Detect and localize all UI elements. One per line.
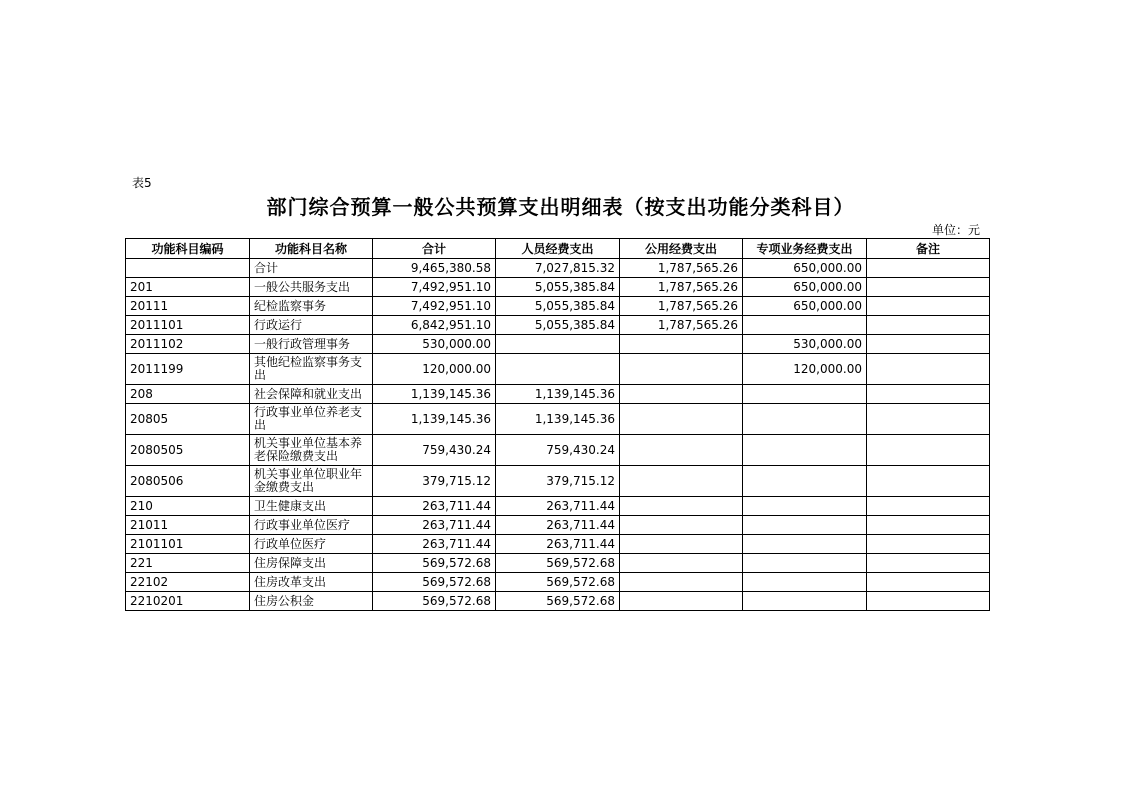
public-cell: 1,787,565.26	[620, 278, 743, 297]
total-cell: 1,139,145.36	[373, 404, 496, 435]
total-cell: 569,572.68	[373, 554, 496, 573]
public-cell	[620, 435, 743, 466]
note-cell	[867, 259, 990, 278]
personnel-cell: 5,055,385.84	[496, 316, 620, 335]
table-row	[126, 535, 990, 554]
note-cell	[867, 573, 990, 592]
special-cell	[743, 404, 867, 435]
special-cell: 650,000.00	[743, 297, 867, 316]
personnel-cell	[496, 354, 620, 385]
note-cell	[867, 497, 990, 516]
code-cell: 2011199	[126, 354, 250, 385]
note-cell	[867, 592, 990, 611]
note-cell	[867, 316, 990, 335]
note-cell	[867, 535, 990, 554]
special-cell	[743, 316, 867, 335]
public-cell	[620, 497, 743, 516]
personnel-cell: 7,027,815.32	[496, 259, 620, 278]
public-cell	[620, 354, 743, 385]
note-cell	[867, 435, 990, 466]
code-cell: 2101101	[126, 535, 250, 554]
name-cell: 社会保障和就业支出	[250, 385, 373, 404]
name-cell: 卫生健康支出	[250, 497, 373, 516]
note-cell	[867, 516, 990, 535]
total-cell: 6,842,951.10	[373, 316, 496, 335]
total-cell: 1,139,145.36	[373, 385, 496, 404]
code-cell	[126, 259, 250, 278]
total-cell: 530,000.00	[373, 335, 496, 354]
name-cell: 机关事业单位基本养老保险缴费支出	[250, 435, 373, 466]
note-cell	[867, 278, 990, 297]
special-cell	[743, 516, 867, 535]
total-cell: 263,711.44	[373, 497, 496, 516]
name-cell: 其他纪检监察事务支出	[250, 354, 373, 385]
personnel-cell: 759,430.24	[496, 435, 620, 466]
table-row	[126, 404, 990, 435]
special-cell: 530,000.00	[743, 335, 867, 354]
special-cell	[743, 466, 867, 497]
name-cell: 行政事业单位医疗	[250, 516, 373, 535]
total-cell: 379,715.12	[373, 466, 496, 497]
code-cell: 2080506	[126, 466, 250, 497]
code-cell: 201	[126, 278, 250, 297]
total-cell: 759,430.24	[373, 435, 496, 466]
name-cell: 住房保障支出	[250, 554, 373, 573]
column-header: 合计	[373, 239, 496, 259]
code-cell: 2080505	[126, 435, 250, 466]
code-cell: 22102	[126, 573, 250, 592]
code-cell: 21011	[126, 516, 250, 535]
total-cell: 120,000.00	[373, 354, 496, 385]
special-cell: 650,000.00	[743, 278, 867, 297]
table-row	[126, 354, 990, 385]
public-cell	[620, 404, 743, 435]
special-cell	[743, 497, 867, 516]
name-cell: 行政运行	[250, 316, 373, 335]
total-cell: 263,711.44	[373, 535, 496, 554]
note-cell	[867, 297, 990, 316]
total-cell: 569,572.68	[373, 573, 496, 592]
special-cell	[743, 435, 867, 466]
personnel-cell: 569,572.68	[496, 592, 620, 611]
total-cell: 263,711.44	[373, 516, 496, 535]
total-cell: 569,572.68	[373, 592, 496, 611]
table-row	[126, 385, 990, 404]
public-cell	[620, 573, 743, 592]
public-cell	[620, 335, 743, 354]
table-row	[126, 259, 990, 278]
column-header: 备注	[867, 239, 990, 259]
column-header: 人员经费支出	[496, 239, 620, 259]
personnel-cell: 1,139,145.36	[496, 404, 620, 435]
code-cell: 208	[126, 385, 250, 404]
name-cell: 住房公积金	[250, 592, 373, 611]
code-cell: 20111	[126, 297, 250, 316]
name-cell: 纪检监察事务	[250, 297, 373, 316]
table-row	[126, 335, 990, 354]
total-cell: 7,492,951.10	[373, 297, 496, 316]
table-row	[126, 573, 990, 592]
total-cell: 7,492,951.10	[373, 278, 496, 297]
personnel-cell: 263,711.44	[496, 516, 620, 535]
name-cell: 合计	[250, 259, 373, 278]
personnel-cell	[496, 335, 620, 354]
column-header: 专项业务经费支出	[743, 239, 867, 259]
note-cell	[867, 554, 990, 573]
special-cell	[743, 573, 867, 592]
page-title: 部门综合预算一般公共预算支出明细表（按支出功能分类科目）	[266, 195, 855, 219]
special-cell: 650,000.00	[743, 259, 867, 278]
personnel-cell: 379,715.12	[496, 466, 620, 497]
name-cell: 住房改革支出	[250, 573, 373, 592]
table-row	[126, 278, 990, 297]
name-cell: 一般公共服务支出	[250, 278, 373, 297]
note-cell	[867, 335, 990, 354]
column-header: 功能科目名称	[250, 239, 373, 259]
special-cell	[743, 535, 867, 554]
public-cell	[620, 535, 743, 554]
note-cell	[867, 404, 990, 435]
table-row	[126, 466, 990, 497]
code-cell: 20805	[126, 404, 250, 435]
total-cell: 9,465,380.58	[373, 259, 496, 278]
note-cell	[867, 385, 990, 404]
name-cell: 机关事业单位职业年金缴费支出	[250, 466, 373, 497]
table-row	[126, 592, 990, 611]
code-cell: 2011101	[126, 316, 250, 335]
name-cell: 一般行政管理事务	[250, 335, 373, 354]
public-cell	[620, 592, 743, 611]
name-cell: 行政事业单位养老支出	[250, 404, 373, 435]
table-row	[126, 297, 990, 316]
column-header: 公用经费支出	[620, 239, 743, 259]
note-cell	[867, 466, 990, 497]
public-cell	[620, 385, 743, 404]
table-row	[126, 316, 990, 335]
table-row	[126, 554, 990, 573]
table-label: 表5	[132, 176, 152, 190]
public-cell: 1,787,565.26	[620, 316, 743, 335]
table-row	[126, 516, 990, 535]
personnel-cell: 569,572.68	[496, 573, 620, 592]
note-cell	[867, 354, 990, 385]
name-cell: 行政单位医疗	[250, 535, 373, 554]
budget-table	[125, 238, 990, 611]
special-cell	[743, 385, 867, 404]
special-cell	[743, 554, 867, 573]
personnel-cell: 263,711.44	[496, 497, 620, 516]
column-header: 功能科目编码	[126, 239, 250, 259]
code-cell: 2210201	[126, 592, 250, 611]
code-cell: 210	[126, 497, 250, 516]
table-row	[126, 435, 990, 466]
public-cell	[620, 466, 743, 497]
personnel-cell: 5,055,385.84	[496, 278, 620, 297]
personnel-cell: 569,572.68	[496, 554, 620, 573]
personnel-cell: 263,711.44	[496, 535, 620, 554]
public-cell: 1,787,565.26	[620, 297, 743, 316]
personnel-cell: 5,055,385.84	[496, 297, 620, 316]
public-cell: 1,787,565.26	[620, 259, 743, 278]
special-cell: 120,000.00	[743, 354, 867, 385]
public-cell	[620, 554, 743, 573]
unit-label: 单位：元	[931, 223, 980, 237]
code-cell: 2011102	[126, 335, 250, 354]
table-row	[126, 497, 990, 516]
code-cell: 221	[126, 554, 250, 573]
public-cell	[620, 516, 743, 535]
table-header-row	[126, 239, 990, 259]
special-cell	[743, 592, 867, 611]
personnel-cell: 1,139,145.36	[496, 385, 620, 404]
table-body	[126, 259, 990, 611]
